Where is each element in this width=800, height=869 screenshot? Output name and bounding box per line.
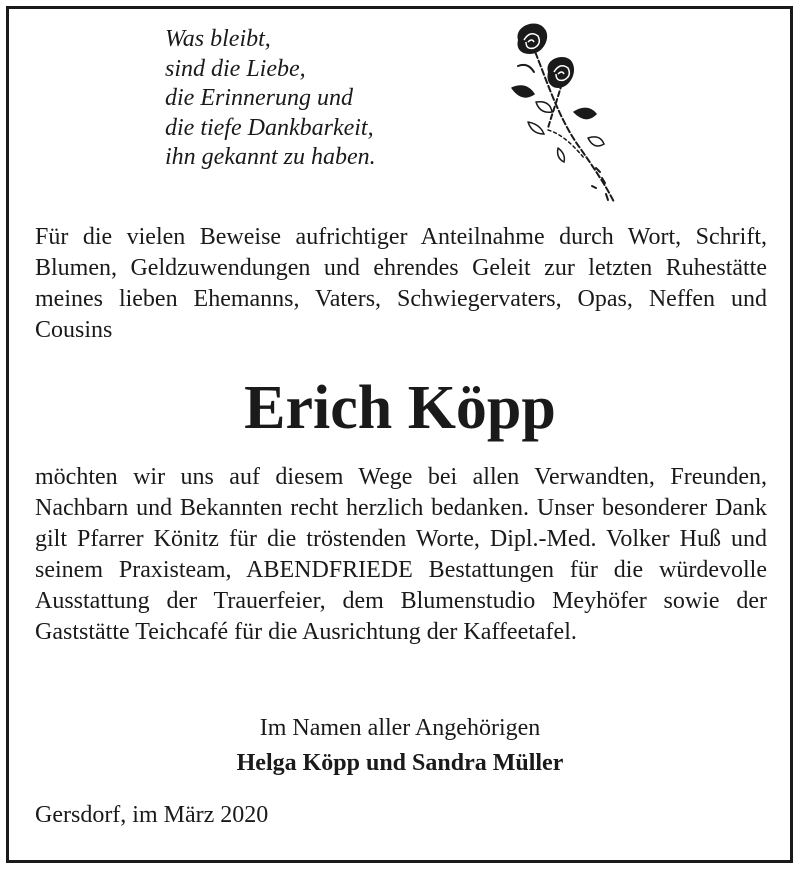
intro-paragraph: Für die vielen Beweise aufrichtiger Anteilnahme durch Wort, Schrift, Blumen, Geldzuwendungen und ehrendes Geleit zur letzten Ruhestätte meines lieben Ehemanns, Vaters, Schwiegervaters, Opas, Neffen und Cousins [35,224,767,343]
signatories: Helga Köpp und Sandra Müller [236,750,564,776]
thanks-paragraph: möchten wir uns auf diesem Wege bei allen Verwandten, Freunden, Nachbarn und Bekannten recht herzlich bedanken. Unser besonderer Dank gilt Pfarrer Könitz für die tröstenden Worte, Dipl.-Med. Volker Huß und seinem Praxisteam, ABENDFRIEDE Bestattungen für die würdevolle Ausstattung der Trauerfeier, dem Blumenstudio Meyhöfer sowie der Gaststätte Teichcafé für die Ausrichtung der Kaffeetafel. [35,464,767,645]
memorial-poem: Was bleibt, sind die Liebe, die Erinnerung und die tiefe Dankbarkeit, ihn gekannt zu haben. [165,26,376,170]
place-date: Gersdorf, im März 2020 [35,802,269,828]
rose-icon [498,18,628,208]
deceased-name: Erich Köpp [244,374,556,442]
signature-line: Im Namen aller Angehörigen [259,715,541,741]
